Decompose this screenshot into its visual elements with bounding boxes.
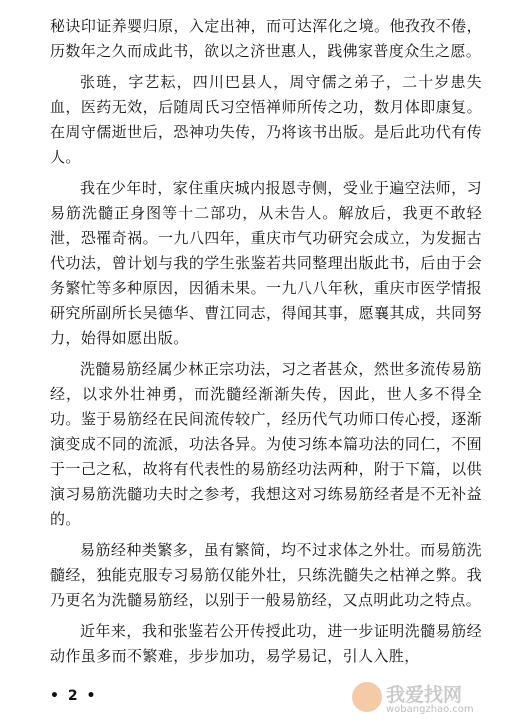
watermark-url: wobangzhao.com bbox=[386, 704, 474, 715]
watermark bbox=[352, 680, 502, 720]
body-text bbox=[50, 14, 482, 675]
paragraph: 秘诀印证养婴归原，入定出神，而可达浑化之境。他孜孜不倦，历数年之久而成此书，欲以之济世惠人，践佛家普度众生之愿。 bbox=[50, 17, 482, 60]
paragraph: 张琏，字艺耘，四川巴县人，周守儒之弟子，二十岁患失血，医药无效，后随周氏习空悟禅师所传之功，数月体即康复。在周守儒逝世后，恐神功失传，乃将该书出版。是后此功代有传人。 bbox=[50, 73, 482, 166]
paragraph: 洗髓易筋经属少林正宗功法，习之者甚众，然世多流传易筋经，以求外壮神勇，而洗髓经渐渐失传，因此，世人多不得全功。鉴于易筋经在民间流传较广，经历代气功师口传心授，逐渐演变成不同的流派，功法各异。为使习练本篇功法的同仁，不囿于一己之私，故将有代表性的易筋经功法两种，附于下篇，以供演习易筋洗髓功夫时之参考，我想这对习练易筋经者是不无补益的。 bbox=[50, 360, 482, 528]
paragraph: 易筋经种类繁多，虽有繁简，均不过求体之外壮。而易筋洗髓经，独能克服专习易筋仅能外壮，只练洗髓失之枯禅之弊。我乃更名为洗髓易筋经，以别于一般易筋经，又点明此功之特点。 bbox=[50, 541, 482, 609]
watermark-brand: 我爱找网 bbox=[386, 684, 463, 706]
paragraph: 近年来，我和张鉴若公开传授此功，进一步证明洗髓易筋经动作虽多而不繁难，步步加功，易学易记，引人入胜， bbox=[50, 622, 482, 665]
page-number: • 2 • bbox=[50, 688, 98, 704]
watermark-logo-icon bbox=[352, 682, 382, 712]
paragraph: 我在少年时，家住重庆城内报恩寺侧，受业于遍空法师，习易筋洗髓正身图等十二部功，从未告人。解放后，我更不敢轻泄，恐罹奇祸。一九八四年，重庆市气功研究会成立，为发掘古代功法，曾计划与我的学生张鉴若共同整理出版此书，后由于会务繁忙等多种原因，因循未果。一九八八年秋，重庆市医学情报研究所副所长吴德华、曹江同志，得闻其事，愿襄其成，共同努力，始得如愿出版。 bbox=[50, 179, 482, 347]
